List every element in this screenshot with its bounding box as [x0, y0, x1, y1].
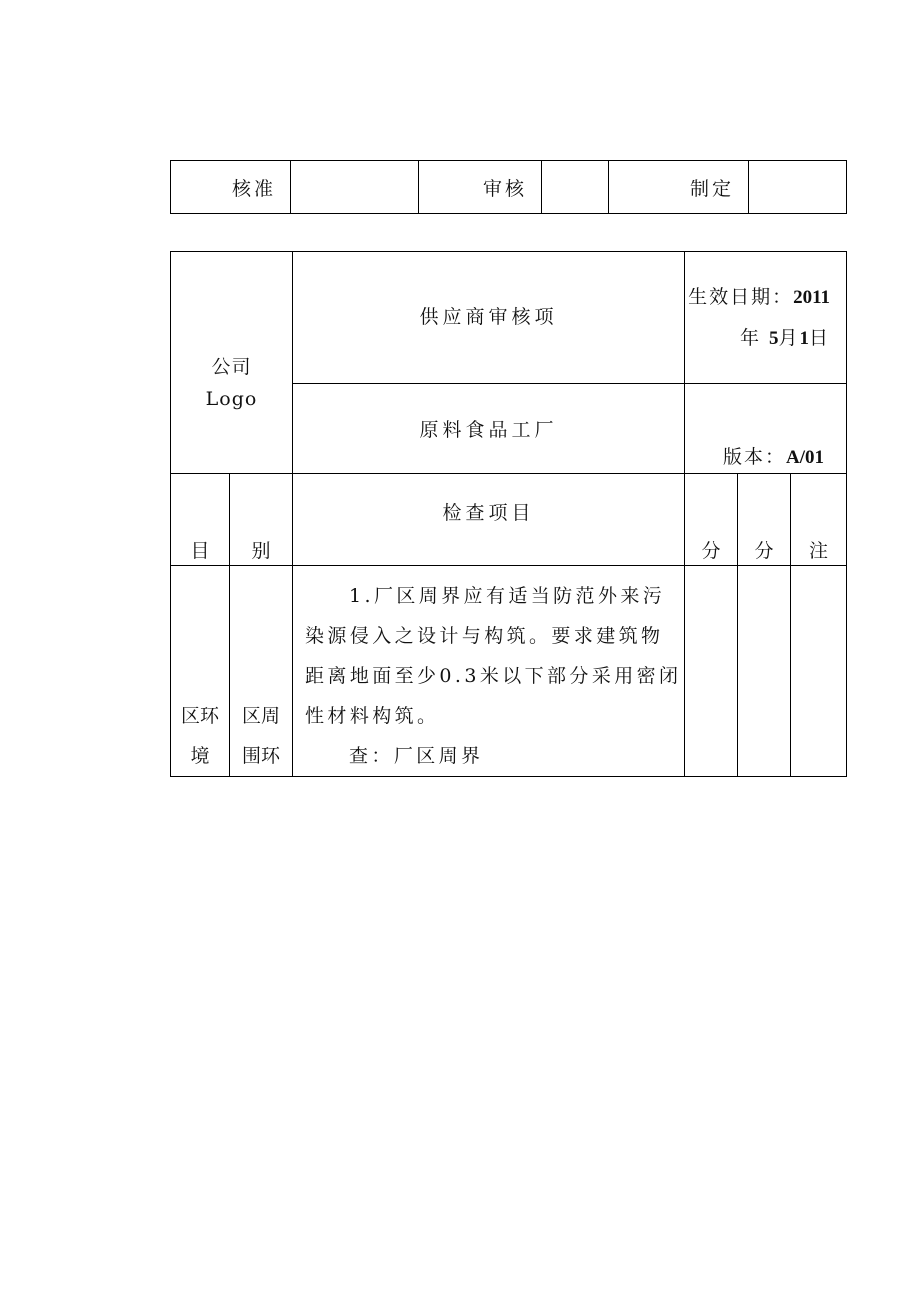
version-value: A/01 [786, 447, 825, 468]
effective-date [685, 252, 847, 384]
check-item-content [293, 566, 685, 777]
effective-year-suffix: 年 [739, 326, 761, 349]
area-line2: 境 [190, 745, 210, 767]
col-header-check-items: 检查项目 [293, 474, 685, 566]
sub-area-line1: 区周 [242, 705, 281, 727]
table-row [171, 566, 847, 777]
logo-line1: 公司 [211, 355, 252, 378]
effective-day: 1 [799, 327, 810, 349]
approval-table [170, 160, 847, 214]
document-title [293, 252, 685, 384]
approve-field[interactable] [291, 161, 419, 214]
document-title-text: 供应商审核项 [419, 306, 558, 328]
version-prefix: 版本： [723, 446, 787, 468]
effective-date-prefix: 生效日期： [688, 285, 794, 308]
company-logo [171, 252, 293, 474]
version [685, 384, 847, 474]
audit-table [170, 251, 847, 777]
prepare-label: 制定 [609, 161, 749, 214]
col-header-score1: 分 [685, 474, 738, 566]
logo-line2: Logo [205, 387, 258, 410]
col-header-note: 注 [791, 474, 847, 566]
area-cell [171, 566, 230, 777]
effective-year: 2011 [793, 286, 831, 308]
effective-month-suffix: 月 [778, 326, 800, 349]
score1-field[interactable] [685, 566, 738, 777]
col-header-category: 别 [230, 474, 293, 566]
score2-field[interactable] [738, 566, 791, 777]
review-label: 审核 [419, 161, 542, 214]
sub-area-cell [230, 566, 293, 777]
approve-label: 核准 [171, 161, 291, 214]
col-header-item: 目 [171, 474, 230, 566]
review-field[interactable] [542, 161, 609, 214]
col-header-score2: 分 [738, 474, 791, 566]
area-line1: 区环 [180, 705, 219, 727]
check-item-text: 1.厂区周界应有适当防范外来污染源侵入之设计与构筑。要求建筑物距离地面至少0.3米以下部分采用密闭性材料构筑。 [305, 585, 682, 727]
prepare-field[interactable] [749, 161, 847, 214]
note-field[interactable] [791, 566, 847, 777]
effective-month: 5 [769, 327, 779, 349]
check-location-text: 查：厂区周界 [349, 745, 484, 767]
effective-day-suffix: 日 [809, 326, 831, 349]
document-subtitle-text: 原料食品工厂 [419, 419, 558, 441]
document-subtitle [293, 384, 685, 474]
sub-area-line2: 围环 [242, 745, 281, 767]
